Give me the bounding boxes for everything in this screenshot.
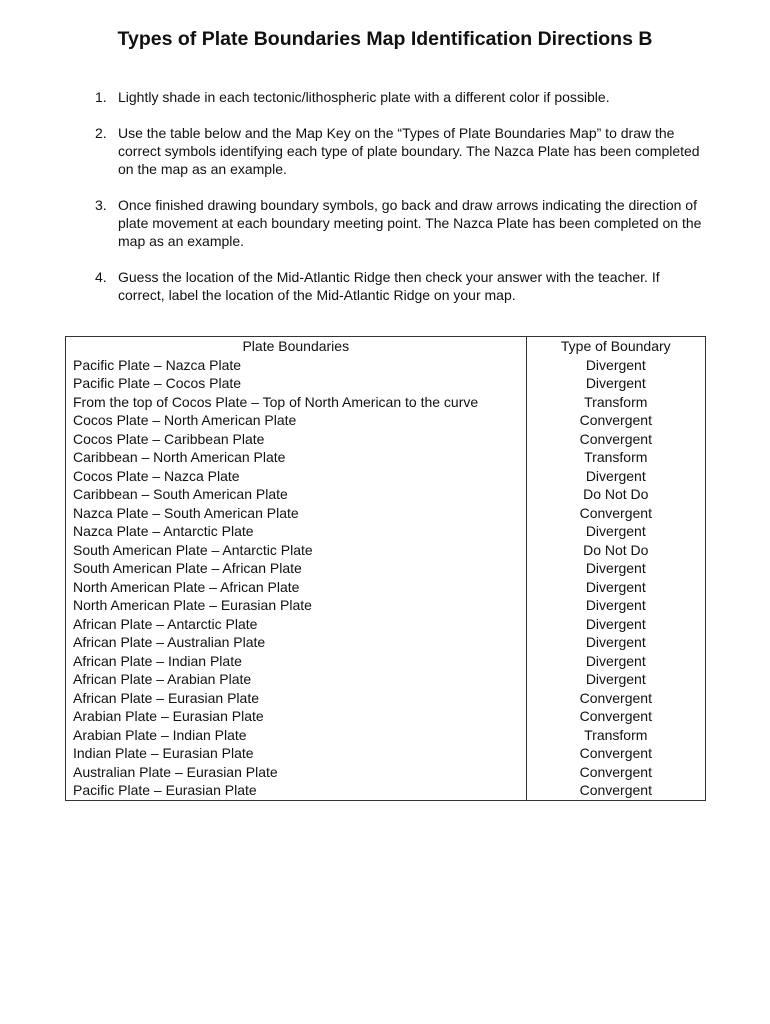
boundary-type-cell: Convergent <box>526 504 705 523</box>
directions-list <box>95 88 705 322</box>
boundary-type-cell: Convergent <box>526 763 705 782</box>
column-header-plate-boundaries: Plate Boundaries <box>66 337 527 356</box>
boundary-type-cell: Convergent <box>526 430 705 449</box>
boundary-type-cell: Convergent <box>526 707 705 726</box>
direction-number: 1. <box>95 89 107 105</box>
table-row <box>66 689 706 708</box>
table-row <box>66 374 706 393</box>
plate-boundary-cell: Caribbean – North American Plate <box>66 448 527 467</box>
plate-boundary-cell: North American Plate – African Plate <box>66 578 527 597</box>
boundary-type-cell: Divergent <box>526 615 705 634</box>
plate-boundary-cell: Indian Plate – Eurasian Plate <box>66 744 527 763</box>
table-row <box>66 596 706 615</box>
table-row <box>66 541 706 560</box>
plate-boundary-cell: Cocos Plate – Caribbean Plate <box>66 430 527 449</box>
table-row <box>66 763 706 782</box>
plate-boundary-cell: Pacific Plate – Cocos Plate <box>66 374 527 393</box>
plate-boundary-cell: South American Plate – African Plate <box>66 559 527 578</box>
direction-text: Use the table below and the Map Key on the “Types of Plate Boundaries Map” to draw the correct symbols identifying each type of plate boundary. The Nazca Plate has been completed on the map as an example. <box>118 125 700 177</box>
table-row <box>66 744 706 763</box>
table-row <box>66 393 706 412</box>
table-row <box>66 504 706 523</box>
table-row <box>66 430 706 449</box>
plate-boundary-cell: Cocos Plate – North American Plate <box>66 411 527 430</box>
boundary-type-cell: Divergent <box>526 374 705 393</box>
table-row <box>66 485 706 504</box>
plate-boundaries-table <box>65 336 706 801</box>
plate-boundary-cell: South American Plate – Antarctic Plate <box>66 541 527 560</box>
boundary-type-cell: Divergent <box>526 578 705 597</box>
boundary-type-cell: Convergent <box>526 689 705 708</box>
table-row <box>66 411 706 430</box>
boundary-type-cell: Divergent <box>526 633 705 652</box>
table-row <box>66 670 706 689</box>
plate-boundary-cell: Pacific Plate – Eurasian Plate <box>66 781 527 800</box>
direction-text: Guess the location of the Mid-Atlantic Ridge then check your answer with the teacher. If correct, label the location of the Mid-Atlantic Ridge on your map. <box>118 269 660 303</box>
table-row <box>66 356 706 375</box>
direction-item <box>95 196 705 250</box>
plate-boundary-cell: Cocos Plate – Nazca Plate <box>66 467 527 486</box>
boundary-type-cell: Convergent <box>526 744 705 763</box>
plate-boundary-cell: Pacific Plate – Nazca Plate <box>66 356 527 375</box>
boundary-type-cell: Divergent <box>526 356 705 375</box>
boundary-type-cell: Divergent <box>526 522 705 541</box>
table-row <box>66 559 706 578</box>
plate-boundary-cell: Arabian Plate – Indian Plate <box>66 726 527 745</box>
boundary-type-cell: Divergent <box>526 559 705 578</box>
boundary-type-cell: Transform <box>526 726 705 745</box>
plate-boundary-cell: Nazca Plate – South American Plate <box>66 504 527 523</box>
plate-boundary-cell: African Plate – Australian Plate <box>66 633 527 652</box>
direction-item <box>95 268 705 304</box>
table-body <box>66 356 706 801</box>
plate-boundary-cell: From the top of Cocos Plate – Top of North American to the curve <box>66 393 527 412</box>
table-row <box>66 578 706 597</box>
direction-text: Lightly shade in each tectonic/lithospheric plate with a different color if possible. <box>118 89 610 105</box>
boundary-type-cell: Divergent <box>526 670 705 689</box>
table-row <box>66 633 706 652</box>
direction-number: 2. <box>95 125 107 141</box>
direction-number: 3. <box>95 197 107 213</box>
table-header-row <box>66 337 706 356</box>
boundary-type-cell: Do Not Do <box>526 485 705 504</box>
plate-boundary-cell: African Plate – Eurasian Plate <box>66 689 527 708</box>
plate-boundary-cell: Arabian Plate – Eurasian Plate <box>66 707 527 726</box>
direction-item <box>95 124 705 178</box>
plate-boundary-cell: North American Plate – Eurasian Plate <box>66 596 527 615</box>
boundary-type-cell: Divergent <box>526 596 705 615</box>
table-row <box>66 467 706 486</box>
boundary-type-cell: Transform <box>526 448 705 467</box>
plate-boundary-cell: Australian Plate – Eurasian Plate <box>66 763 527 782</box>
table-row <box>66 652 706 671</box>
direction-number: 4. <box>95 269 107 285</box>
table-row <box>66 781 706 800</box>
boundary-type-cell: Transform <box>526 393 705 412</box>
plate-boundary-cell: African Plate – Antarctic Plate <box>66 615 527 634</box>
plate-boundary-cell: African Plate – Indian Plate <box>66 652 527 671</box>
table-row <box>66 522 706 541</box>
boundary-type-cell: Convergent <box>526 411 705 430</box>
table-row <box>66 707 706 726</box>
plate-boundary-cell: Caribbean – South American Plate <box>66 485 527 504</box>
direction-text: Once finished drawing boundary symbols, go back and draw arrows indicating the direction of plate movement at each boundary meeting point. The Nazca Plate has been completed on the map as an example. <box>118 197 702 249</box>
plate-boundary-cell: African Plate – Arabian Plate <box>66 670 527 689</box>
boundary-type-cell: Convergent <box>526 781 705 800</box>
table-row <box>66 615 706 634</box>
page-title: Types of Plate Boundaries Map Identification Directions B <box>117 28 653 50</box>
table-row <box>66 726 706 745</box>
plate-boundary-cell: Nazca Plate – Antarctic Plate <box>66 522 527 541</box>
boundary-type-cell: Divergent <box>526 467 705 486</box>
boundary-type-cell: Do Not Do <box>526 541 705 560</box>
column-header-type-of-boundary: Type of Boundary <box>526 337 705 356</box>
direction-item <box>95 88 705 106</box>
boundary-type-cell: Divergent <box>526 652 705 671</box>
table-row <box>66 448 706 467</box>
